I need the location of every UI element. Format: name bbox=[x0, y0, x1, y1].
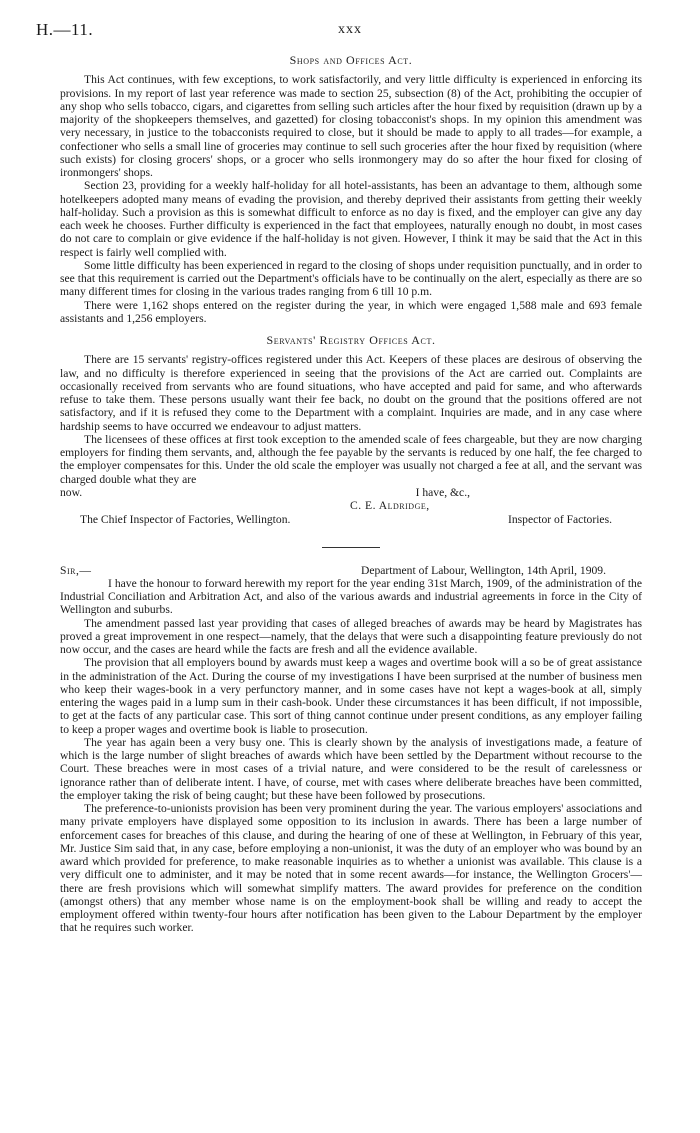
letter-header bbox=[60, 564, 642, 577]
paragraph: The amendment passed last year providing that cases of alleged breaches of awards may be heard by Magistrates has proved a great improvement in one respect—namely, that the delays that were such a disappointing feature previously do not now occur, and the cases are heard while the facts are fresh and all the evidence available. bbox=[60, 616, 642, 656]
addressee: The Chief Inspector of Factories, Wellington. bbox=[80, 513, 291, 527]
paragraph: Some little difficulty has been experienced in regard to the closing of shops under requisition punctually, and in order to see that this requirement is carried out the Department's officials have to be continually on the alert, especially as there are so many different times for closing in the various trades ranging from 6 till 10 p.m. bbox=[60, 258, 642, 299]
salutation: Sir,— bbox=[60, 563, 92, 577]
page-header bbox=[36, 20, 664, 44]
paragraph: The licensees of these offices at first took exception to the amended scale of fees chargeable, but they are now charging employers for finding them servants, and, although the fee payable by the servants is reduced by one half, the fee charged to the employer compensates for this. Under the old scale the employer was usually not charged a fee at all, and the servant was charged double what they are bbox=[60, 432, 642, 486]
closing-phrase: I have, &c., bbox=[415, 485, 470, 499]
dateline: Department of Labour, Wellington, 14th April, 1909. bbox=[360, 563, 606, 577]
paragraph-end: now. bbox=[60, 485, 83, 499]
paragraph: The year has again been a very busy one. This is clearly shown by the analysis of investigations made, a feature of which is the large number of slight breaches of awards which have been settled by the Department without recourse to the Court. These breaches were in most cases of a trivial nature, and were considered to be the result of carelessness or ignorance rather than of deliberate intent. I have, of course, met with cases where deliberate breaches have been committed, the employer taking the risk of being caught; but these have been followed by prosecutions. bbox=[60, 735, 642, 802]
paragraph: I have the honour to forward herewith my report for the year ending 31st March, 1909, of the administration of the Industrial Conciliation and Arbitration Act, and also of the various awards and industrial agreements in force in the City of Wellington and suburbs. bbox=[60, 576, 642, 617]
paragraph: This Act continues, with few exceptions, to work satisfactorily, and very little difficulty is experienced in enforcing its provisions. In my report of last year reference was made to section 25, subsection (8) of the Act, prohibiting the occupier of any shop who sells tobacco, cigars, and cigarettes from selling such articles after the hour fixed by requisition (drawn up by a majority of the shopkeepers themselves, and gazetted) for closing tobacconist's shops. In my opinion this amendment was very necessary, in justice to the tobacconists required to close, but it should be made to apply to all trades—for example, a confectioner who sells a small line of groceries may continue to sell such groceries after the hour fixed by requisition (where such exists) for closing grocers' shops, or a grocer who sells ironmongery may do so after the hour fixed for closing of ironmongers' shops. bbox=[60, 73, 642, 179]
closing-line bbox=[60, 486, 642, 499]
signature-name: C. E. Aldridge, bbox=[350, 499, 430, 512]
section-heading-servants: Servants' Registry Offices Act. bbox=[266, 333, 436, 347]
document-id: H.—11. bbox=[36, 20, 94, 39]
addressee-row bbox=[60, 513, 642, 526]
section-heading-shops: Shops and Offices Act. bbox=[289, 53, 413, 67]
paragraph: The preference-to-unionists provision has been very prominent during the year. The various employers' associations and many private employers have displayed some opposition to its inclusion in awards. There has been a large number of enforcement cases for breaches of this clause, and during the hearing of one of these at Wellington, in February of this year, Mr. Justice Sim said that, in any case, before employing a non-unionist, it was the duty of an employer who was bound by an award which provided for preference, to make reasonable inquiries as to whether a unionist was available. This clause is a very difficult one to administer, and it may be noted that in some recent awards—for instance, the Wellington Grocers'—there are fresh provisions which will somewhat simplify matters. The award provides for preference on the condition (amongst others) that any member whose name is on the employment-book shall be willing and ready to accept the employment offered within twenty-four hours after notification has been given to the Labour Department by the employer that he requires such worker. bbox=[60, 802, 642, 935]
signatory-title: Inspector of Factories. bbox=[508, 513, 612, 527]
paragraph: Section 23, providing for a weekly half-holiday for all hotel-assistants, has been an advantage to them, although some hotelkeepers adopted many means of evading the provision, and thereby deprived their assistants from getting their weekly half-holiday. Such a provision as this is somewhat difficult to enforce as no day is fixed, and the employer can give any day each week he chooses. Further difficulty is experienced in the fact that employees, naturally enough no doubt, in most cases do not care to complain or give evidence if the half-holiday is not given. However, I think it may be said that the Act in this respect is fairly well complied with. bbox=[60, 179, 642, 259]
page-number: xxx bbox=[338, 22, 362, 37]
page-body bbox=[60, 54, 642, 935]
section-divider bbox=[322, 547, 380, 548]
paragraph: The provision that all employers bound by awards must keep a wages and overtime book will a so be of great assistance in the administration of the Act. During the course of my investigations I have been surprised at the number of business men who keep their wages-book in a very perfunctory manner, and in some cases have not kept a wages-book at all, simply entering the wages paid in a lump sum in their cash-book. Under these circumstances it has been difficult, if not impossible, to get at the facts of any particular case. This sort of thing cannot continue under present conditions, as any employer failing to keep a proper wages and overtime book is liable to prosecution. bbox=[60, 656, 642, 736]
paragraph: There were 1,162 shops entered on the register during the year, in which were engaged 1,588 male and 693 female assistants and 1,256 employers. bbox=[60, 298, 642, 325]
paragraph: There are 15 servants' registry-offices registered under this Act. Keepers of these places are desirous of observing the law, and no difficulty is therefore experienced in seeing that the provisions of the Act are carried out. Complaints are occasionally received from servants who are found situations, who have accepted and paid for same, and who afterwards refuse to take them. These persons usually want their fee back, no doubt on the ground that the positions offered are not satisfactory, and if it is refused they come to the Department with a complaint. Inquiries are made, and in any case where hardship seems to have occurred we endeavour to adjust matters. bbox=[60, 353, 642, 433]
